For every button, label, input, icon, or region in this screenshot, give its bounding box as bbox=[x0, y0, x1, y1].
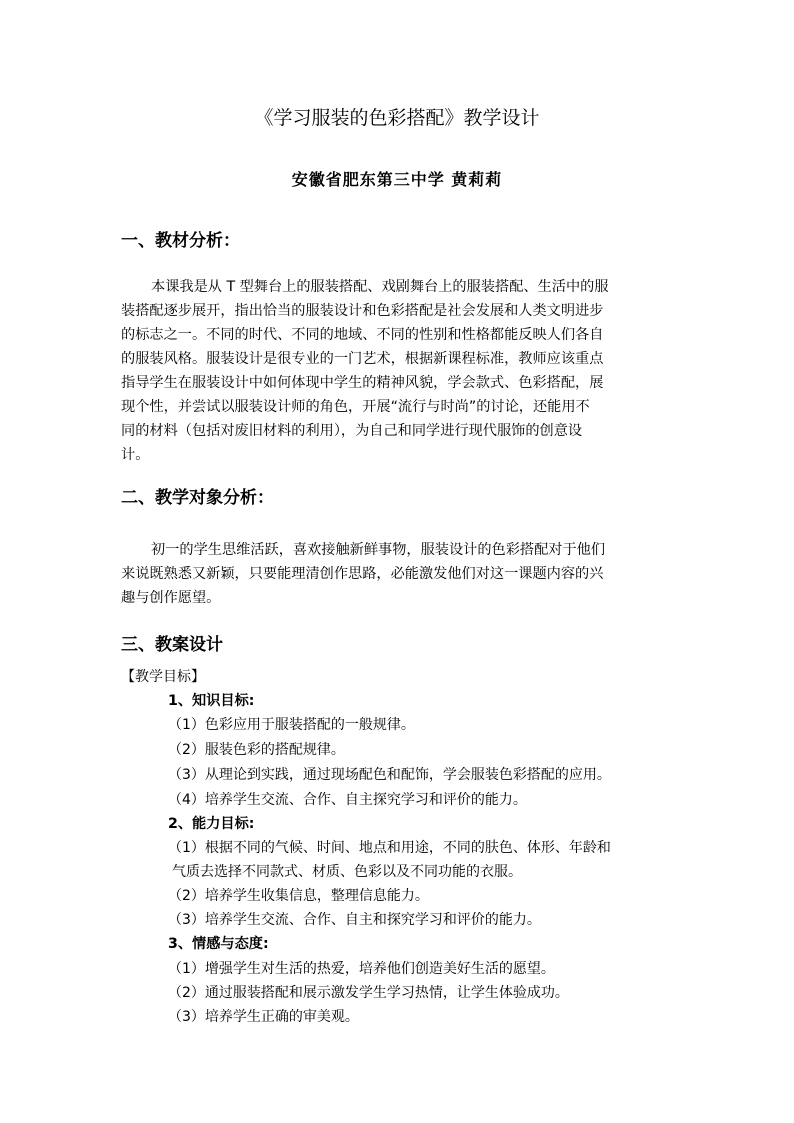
goal-item: （4）培养学生交流、合作、自主探究学习和评价的能力。 bbox=[168, 792, 527, 808]
goal-item: （1）增强学生对生活的热爱，培养他们创造美好生活的愿望。 bbox=[168, 961, 555, 977]
goal-title-knowledge: 1、知识目标: bbox=[168, 693, 255, 709]
goal-item: （2）通过服装搭配和展示激发学生学习热情，让学生体验成功。 bbox=[168, 985, 569, 1001]
teaching-goals-label: 【教学目标】 bbox=[121, 669, 205, 685]
paragraph-line: 来说既熟悉又新颖，只要能理清创作思路，必能激发他们对这一课题内容的兴 bbox=[121, 566, 604, 582]
goal-item: 气质去选择不同款式、材质、色彩以及不同功能的衣服。 bbox=[172, 864, 522, 880]
goal-item: （3）培养学生正确的审美观。 bbox=[168, 1009, 359, 1025]
goal-title-attitude: 3、情感与态度: bbox=[168, 936, 269, 952]
section-heading-material-analysis: 一、教材分析： bbox=[121, 231, 240, 251]
paragraph-line: 本课我是从 T 型舞台上的服装搭配、戏剧舞台上的服装搭配、生活中的服 bbox=[151, 279, 609, 295]
paragraph-line: 计。 bbox=[121, 447, 150, 463]
paragraph-line: 的服装风格。服装设计是很专业的一门艺术，根据新课程标准，教师应该重点 bbox=[121, 351, 604, 367]
material-analysis-paragraph bbox=[121, 275, 673, 467]
author-line: 安徽省肥东第三中学 黄莉莉 bbox=[291, 170, 503, 189]
goal-item: （1）根据不同的气候、时间、地点和用途，不同的肤色、体形、年龄和 bbox=[168, 840, 611, 856]
document-title: 《学习服装的色彩搭配》教学设计 bbox=[254, 107, 540, 129]
paragraph-line: 初一的学生思维活跃，喜欢接触新鲜事物，服装设计的色彩搭配对于他们 bbox=[151, 542, 606, 558]
section-heading-lesson-design: 三、教案设计 bbox=[121, 635, 223, 655]
goal-item: （3）从理论到实践，通过现场配色和配饰，学会服装色彩搭配的应用。 bbox=[168, 767, 611, 783]
paragraph-line: 趣与创作愿望。 bbox=[121, 590, 221, 606]
section-heading-student-analysis: 二、教学对象分析： bbox=[121, 488, 274, 508]
paragraph-line: 的标志之一。不同的时代、不同的地域、不同的性别和性格都能反映人们各自 bbox=[121, 327, 604, 343]
paragraph-line: 同的材料（包括对废旧材料的利用），为自己和同学进行现代服饰的创意设 bbox=[121, 423, 583, 439]
student-analysis-paragraph bbox=[121, 538, 673, 610]
goal-item: （1）色彩应用于服装搭配的一般规律。 bbox=[168, 717, 415, 733]
paragraph-line: 装搭配逐步展开，指出恰当的服装设计和色彩搭配是社会发展和人类文明进步 bbox=[121, 303, 604, 319]
goal-item: （2）服装色彩的搭配规律。 bbox=[168, 742, 345, 758]
paragraph-line: 现个性，并尝试以服装设计师的角色，开展“流行与时尚”的讨论，还能用不 bbox=[121, 399, 590, 415]
goal-item: （2）培养学生收集信息，整理信息能力。 bbox=[168, 888, 429, 904]
goal-item: （3）培养学生交流、合作、自主和探究学习和评价的能力。 bbox=[168, 912, 541, 928]
goal-title-ability: 2、能力目标: bbox=[168, 816, 255, 832]
paragraph-line: 指导学生在服装设计中如何体现中学生的精神风貌，学会款式、色彩搭配，展 bbox=[121, 375, 604, 391]
